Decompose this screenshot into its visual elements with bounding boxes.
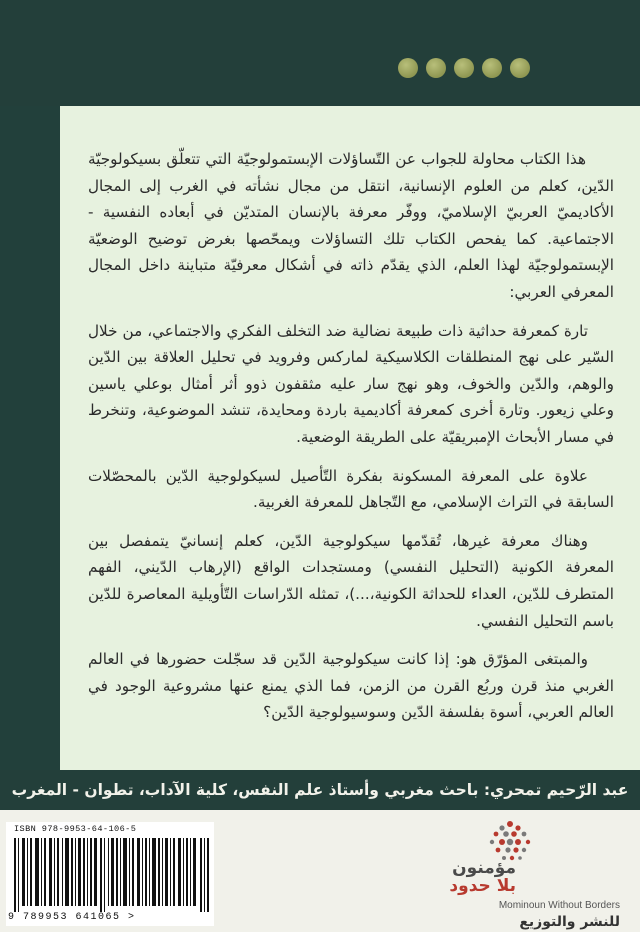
blurb-paragraph-1: هذا الكتاب محاولة للجواب عن التّساؤلات الإبستمولوجيّة التي تتعلّق بسيكولوجيّة الدّين، كعلم من العلوم الإنسانية، انتقل من مجال نشأته في الغرب إلى المجال الأكاديميّ العربيّ الإسلاميّ، ووفّر معرفة بالإنسان المتديّن في أبعاده النفسية - الاجتماعية. كما يفحص الكتاب تلك التساؤلات ويمحّصها بغرض توضيح الوضعيّة الإبستمولوجيّة لهذا العلم، الذي يقدّم ذاته في أشكال معرفيّة متباينة داخل المجال المعرفي العربي: (88, 150, 614, 301)
publisher-logo (446, 818, 626, 930)
publisher-name-ar: مؤمنون (452, 858, 516, 878)
top-band (0, 0, 640, 106)
blurb-paragraph-3: علاوة على المعرفة المسكونة بفكرة التّأصيل لسيكولوجية الدّين بالمحصّلات السابقة في التراث الإسلامي، مع التّجاهل للمعرفة الغربية. (88, 466, 614, 512)
dot-icon (426, 58, 446, 78)
blurb-text (88, 146, 614, 738)
blurb-paragraph-4: وهناك معرفة غيرها، تُقدّمها سيكولوجية الدّين، كعلم إنسانيّ يتمفصل بين المعرفة الكونية (التحليل النفسي) ومستجدات الواقع (الإرهاب الدّيني، الفهم المتطرف للدّين، العداء للحداثة الكونية،...)، تمثله الدّراسات التّأويلية المعاصرة للدّين باسم التحليل النفسي. (88, 531, 614, 630)
publisher-distribution: للنشر والتوزيع (519, 914, 620, 930)
blurb-paragraph-2: تارة كمعرفة حداثية ذات طبيعة نضالية ضد التخلف الفكري والاجتماعي، من خلال السّير على نهج المنطلقات الكلاسيكية لماركس وفرويد في تحليل العلاقة بين الدّين والوهم، والدّين والخوف، وهو نهج سار عليه مثقفون ذوو أثر أمثال بوعلي ياسين وعلي زيعور. وتارة أخرى كمعرفة أكاديمية باردة ومحايدة، تنشد الموضوعية، وتنخرط في مسار الأبحاث الإمبريقيّة على الطريقة الوضعية. (88, 321, 614, 446)
decorative-dots (398, 58, 530, 80)
dot-icon (510, 58, 530, 78)
bottom-section (0, 810, 640, 932)
author-strip (0, 770, 640, 810)
barcode-icon (14, 838, 210, 912)
dot-icon (482, 58, 502, 78)
dot-icon (454, 58, 474, 78)
publisher-tagline-ar: بلا حدود (449, 876, 516, 896)
author-bio: عبد الرّحيم تمحري: باحث مغربي وأستاذ علم النفس، كلية الآداب، تطوان - المغرب (11, 781, 629, 799)
isbn-label: ISBN 978-9953-64-106-5 (14, 824, 137, 834)
barcode-digits: 9 789953 641065 > (8, 912, 136, 923)
dot-icon (398, 58, 418, 78)
publisher-name-en: Mominoun Without Borders (498, 900, 620, 911)
blurb-paragraph-5: والمبتغى المؤرّق هو: إذا كانت سيكولوجية الدّين قد سجّلت حضورها في العالم الغربي منذ قرن وربُع القرن من الزمن، فما الذي يمنع عنها مشروعية الوجود في العالم العربي، أسوة بفلسفة الدّين وسوسيولوجية الدّين؟ (88, 650, 614, 722)
isbn-barcode-block (6, 822, 214, 926)
